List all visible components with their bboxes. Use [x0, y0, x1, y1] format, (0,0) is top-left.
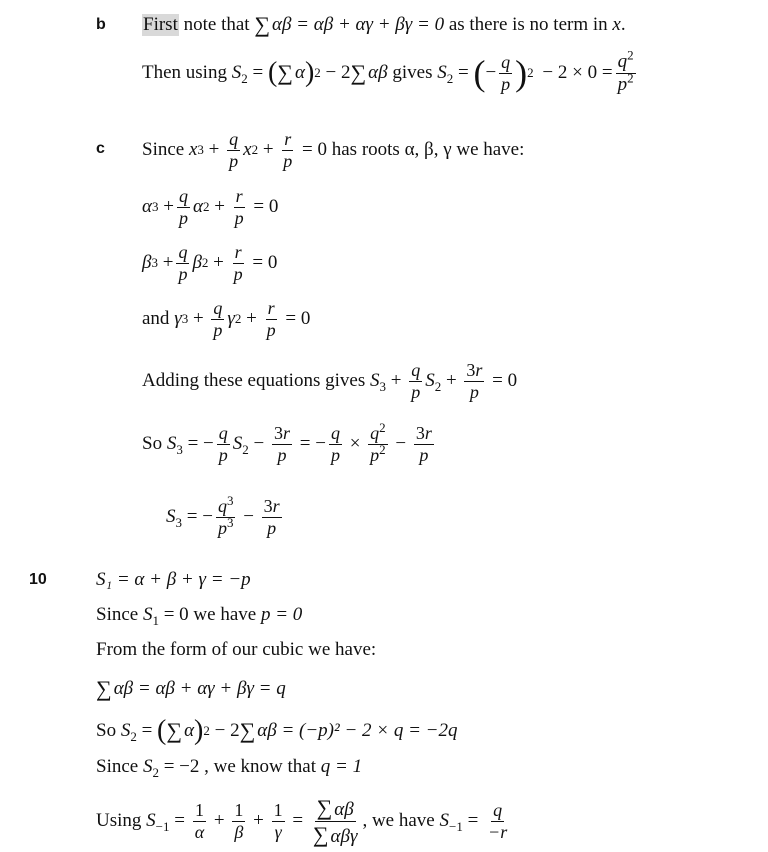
b-line1-post: as there is no term in	[444, 14, 613, 35]
c-so: So	[142, 433, 167, 455]
question-10-label: 10	[29, 571, 47, 588]
b-line1-end: .	[620, 14, 626, 35]
q10-l7-pre: Using	[96, 810, 147, 832]
q10-line-7: Using $S_{-1}$ = $\frac{1}{\alpha}$ + $\frac{1}{\beta}$ + $\frac{1}{\gamma}$ = $\frac{\sum \alpha\beta}{\text{∑ αβγ}}$ , we have $S_{-1}$ = $\frac{q}{-r}$	[96, 795, 508, 847]
adding-equations-line: Adding these equations gives $S_3$ + $\frac{q}{p}$ $S_2$ + $\frac{3r}{p}$ = 0	[142, 360, 518, 402]
q10-l7-mid: , we have	[362, 810, 440, 832]
b-line2-tail: − 2 × 0 =	[537, 62, 613, 84]
alpha-equation: α 3 + $\frac{q}{p}$ α 2 + $\frac{r}{p}$ = 0	[142, 186, 279, 228]
q10-line-1	[96, 569, 251, 591]
highlighted-first-word: First	[143, 14, 178, 35]
q10-line-2: Since $S_1$ = 0 we have p = 0	[96, 604, 303, 628]
q10-line-3	[96, 639, 376, 661]
part-b-line-2: Then using $S_2$ = ( ∑ α ) 2 − 2 ∑ αβ gives $S_2$ = ( − $\frac{q}{p}$ ) 2 − 2 × 0 = $\frac{q^2}{p^2}$	[142, 47, 634, 95]
c-since: Since	[142, 139, 189, 161]
q-over-p-fraction: $\frac{q}{p}$	[501, 52, 511, 94]
c-adding: Adding these equations gives	[142, 370, 370, 392]
b-line1-eq: αβ = αβ + αγ + βγ = 0	[272, 14, 445, 35]
c-roots: has roots α, β, γ we have:	[327, 139, 525, 161]
gamma-equation: and γ 3 + $\frac{q}{p}$ γ 2 + $\frac{r}{p}$ = 0	[142, 298, 311, 340]
so-s3-line: So $S_3$ = − $\frac{q}{p}$ $S_2$ − $\frac{3r}{p}$ = − $\frac{q}{p}$ × $\frac{q^2}{p^2}$ − $\frac{3r}{p}$	[142, 420, 432, 465]
b-line2-gives: gives	[387, 62, 438, 84]
q10-l1: S₁ = α + β + γ = −p	[96, 569, 251, 590]
beta-equation: β 3 + $\frac{q}{p}$ β 2 + $\frac{r}{p}$ = 0	[142, 242, 278, 284]
q10-l2-mid: = 0 we have	[158, 604, 261, 625]
b-line1-pre: note that	[178, 14, 255, 35]
s2-symbol: $S_2$	[231, 62, 248, 87]
b-line1-x: x	[612, 14, 621, 35]
sigma-icon: ∑	[254, 12, 270, 37]
q10-line-5: So $S_2$ = ( ∑ α ) 2 − 2 ∑ αβ = (−p)² − 2 × q = −2q	[96, 714, 458, 746]
q10-l2-pre: Since	[96, 604, 143, 625]
c-and: and	[142, 308, 175, 330]
sigma-icon: ∑	[96, 676, 112, 701]
q10-line-6: Since $S_2$ = −2 , we know that q = 1	[96, 756, 363, 780]
q10-l6-pre: Since	[96, 756, 143, 777]
q10-l3: From the form of our cubic we have:	[96, 639, 377, 660]
s3-result-line: $S_3$ = − $\frac{q^3}{p^3}$ − $\frac{3r}{p}$	[166, 493, 280, 538]
q10-l6-mid: = −2 , we know that	[158, 756, 321, 777]
part-b-label: b	[96, 16, 106, 33]
part-b-line-1	[142, 12, 626, 38]
q10-l2-eq: p = 0	[260, 604, 303, 625]
b-line2-pre: Then using	[142, 62, 232, 84]
q10-l5-tail: αβ = (−p)² − 2 × q = −2q	[257, 720, 458, 741]
q10-l6-eq: q = 1	[320, 756, 363, 777]
q10-l4: αβ = αβ + αγ + βγ = q	[113, 678, 286, 699]
q10-line-4	[96, 676, 286, 702]
part-c-label: c	[96, 140, 105, 157]
q2-over-p2-fraction: $\frac{q^2}{p^2}$	[617, 47, 634, 95]
part-c-line-1: Since x 3 + $\frac{q}{p}$ x 2 + $\frac{r}{p}$ = 0 has roots α, β, γ we have:	[142, 129, 525, 171]
q10-l5-pre: So	[96, 720, 121, 741]
